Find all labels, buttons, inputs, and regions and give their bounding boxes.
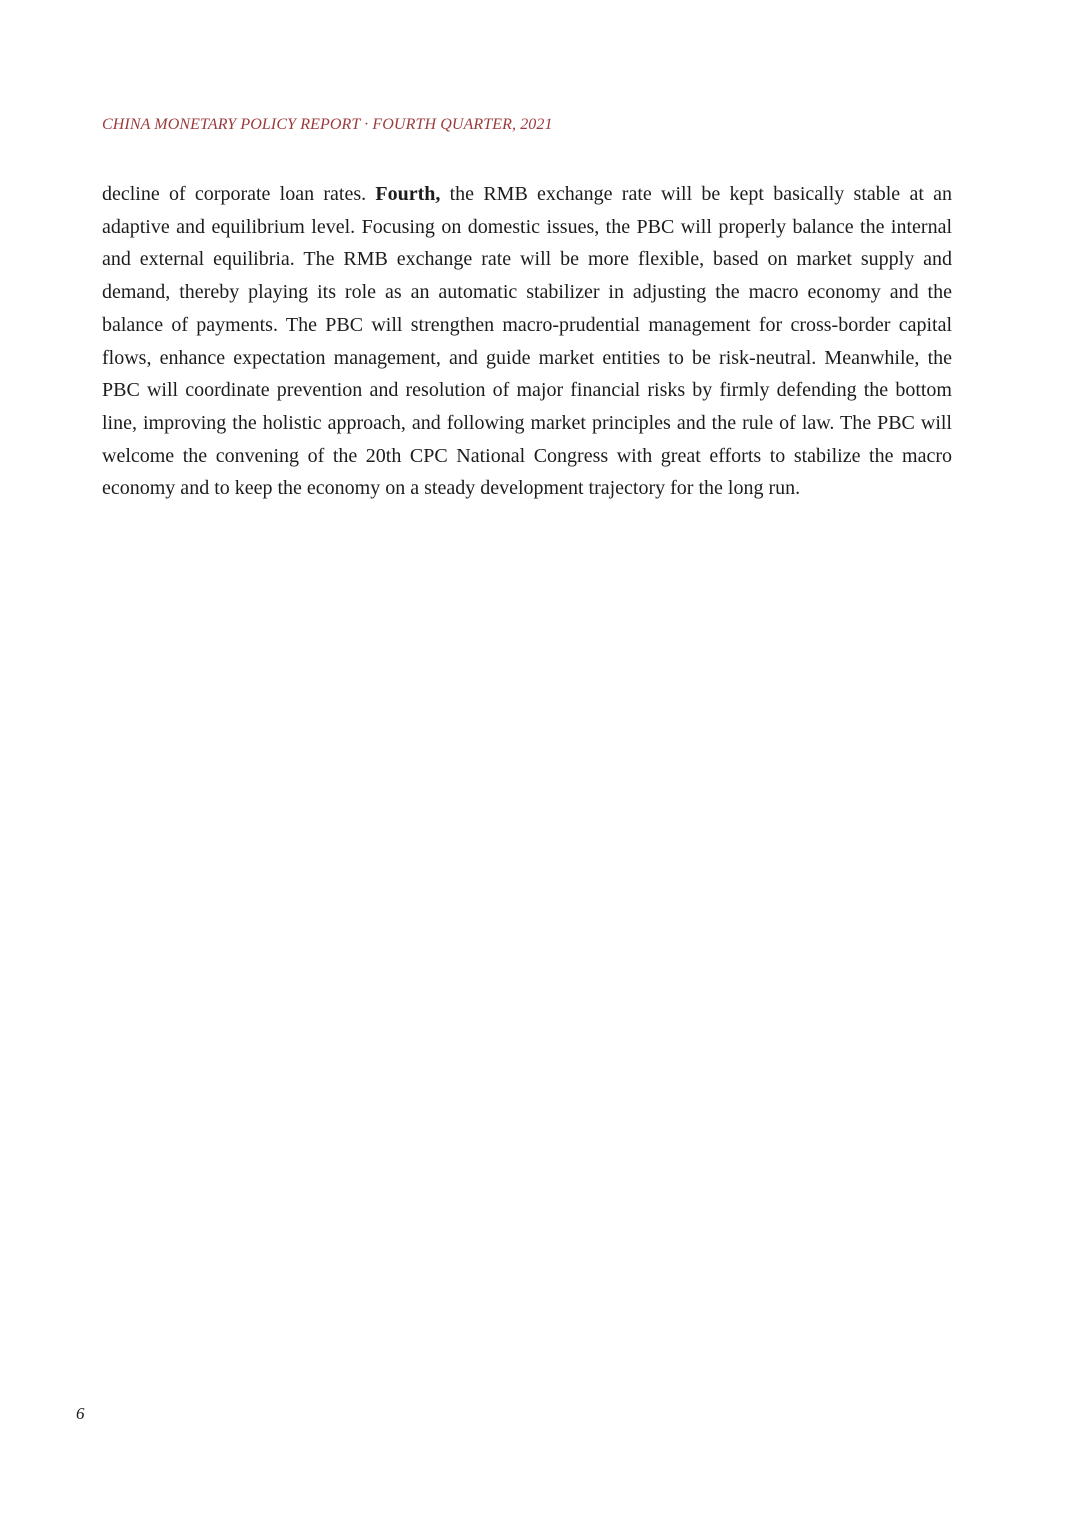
- body-paragraph: [102, 178, 952, 505]
- paragraph-rest-text: the RMB exchange rate will be kept basically stable at an adaptive and equilibrium level. Focusing on domestic issues, the PBC will properly balance the internal and external equilibria. The RMB exchange rate will be more flexible, based on market supply and demand, thereby playing its role as an automatic stabilizer in adjusting the macro economy and the balance of payments. The PBC will strengthen macro-prudential management for cross-border capital flows, enhance expectation management, and guide market entities to be risk-neutral. Meanwhile, the PBC will coordinate prevention and resolution of major financial risks by firmly defending the bottom line, improving the holistic approach, and following market principles and the rule of law. The PBC will welcome the convening of the 20th CPC National Congress with great efforts to stabilize the macro economy and to keep the economy on a steady development trajectory for the long run.: [102, 183, 953, 500]
- paragraph-lead-text: decline of corporate loan rates.: [102, 183, 376, 205]
- paragraph-emphasis-fourth: Fourth,: [375, 183, 441, 205]
- running-header: CHINA MONETARY POLICY REPORT · FOURTH QUARTER, 2021: [102, 116, 553, 133]
- page-number: 6: [76, 1404, 85, 1423]
